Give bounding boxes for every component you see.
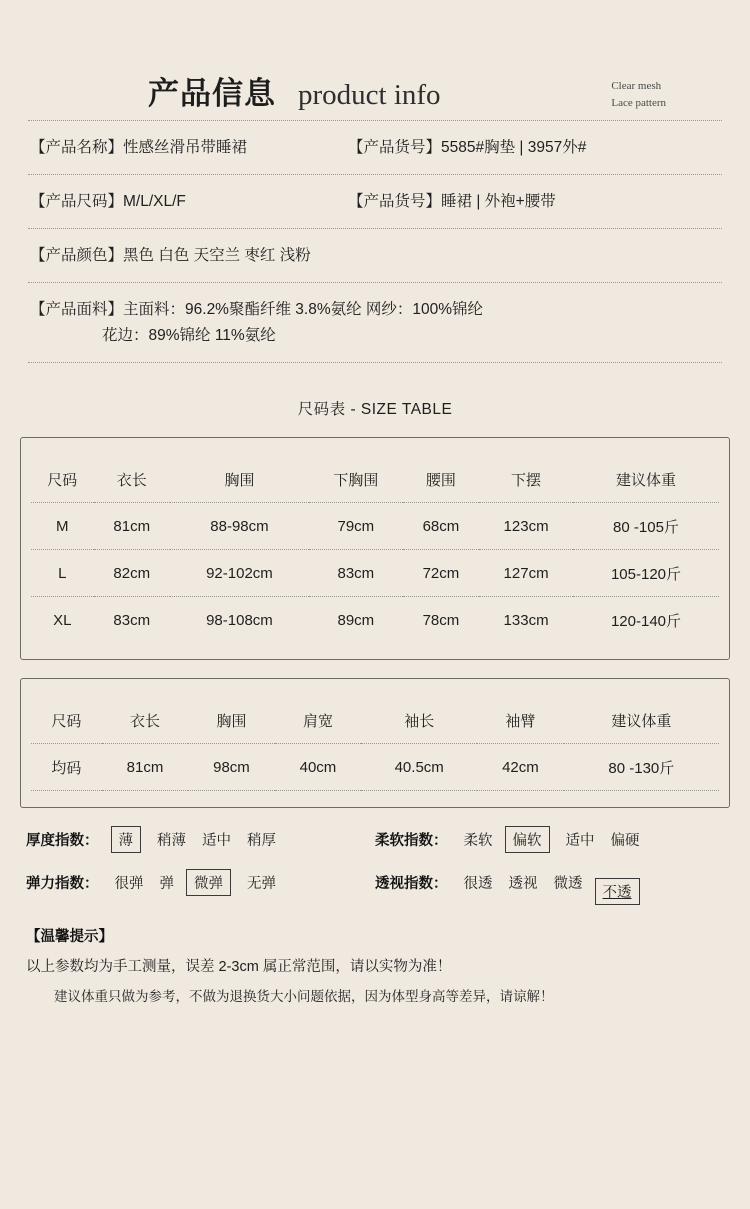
thickness-option-slightly-thin[interactable]: 稍薄 [157,833,186,849]
cell-underbust: 83cm [309,550,403,597]
table-header-row [31,456,719,503]
th-hem: 下摆 [511,472,542,489]
transparency-label: 透视指数： [375,876,448,892]
info-value-fabric-lace: 花边：89%锦纶 11%氨纶 [102,327,276,344]
softness-option-soft[interactable]: 柔软 [463,833,493,849]
info-value-fabric-main: 主面料：96.2%聚酯纤维 3.8%氨纶 网纱：100%锦纶 [123,301,484,318]
cell-size: XL [31,597,94,644]
th-bust: 胸围 [216,713,247,730]
transparency-option-slightly-sheer[interactable]: 微透 [553,876,583,892]
info-row-name-right [348,135,720,161]
transparency-index [375,869,724,901]
softness-option-fairly-soft[interactable]: 偏软 [505,826,550,853]
cell-length: 81cm [102,744,188,791]
cell-waist: 72cm [403,550,479,597]
elasticity-index [26,869,375,896]
table-row [31,503,719,550]
info-label-fabric: 【产品面料】 [30,301,124,318]
cell-size: M [31,503,94,550]
tips-title: 【温馨提示】 [26,929,113,945]
divider [28,362,722,363]
info-row-size-left [30,189,348,215]
elasticity-option-very-stretchy[interactable]: 很弹 [114,876,144,892]
page-title [148,68,441,113]
thickness-index [26,826,375,853]
cell-bust: 98-108cm [170,597,309,644]
index-line-2 [26,869,724,901]
elasticity-option-stretchy[interactable]: 弹 [159,876,174,892]
elasticity-label: 弹力指数： [26,876,99,892]
cell-sleeve-arm: 42cm [477,744,563,791]
header-note [611,78,666,112]
cell-shoulder: 40cm [275,744,361,791]
cell-hem: 133cm [479,597,573,644]
th-sleeve-length: 袖长 [404,713,435,730]
product-info-block [26,120,724,363]
th-shoulder: 肩宽 [302,713,333,730]
cell-weight: 80 -105斤 [573,503,719,550]
th-underbust: 下胸围 [333,472,379,489]
info-row-name [26,121,724,174]
thickness-option-medium[interactable]: 适中 [202,833,231,849]
tips-line-2: 建议体重只做为参考，不做为退换货大小问题依据，因为体型身高等差异，请谅解！ [54,989,554,1004]
softness-index [375,826,724,853]
table-row [31,597,719,644]
cell-length: 82cm [94,550,170,597]
info-value-item-no-2: 睡裙 | 外袍+腰带 [441,193,556,210]
cell-underbust: 89cm [309,597,403,644]
cell-weight: 80 -130斤 [564,744,719,791]
transparency-option-opaque[interactable]: 不透 [595,878,640,905]
fabric-line-1 [30,297,720,323]
info-value-size: M/L/XL/F [123,193,186,210]
cell-sleeve-length: 40.5cm [361,744,477,791]
softness-option-medium[interactable]: 适中 [565,833,595,849]
elasticity-option-no-stretch[interactable]: 无弹 [247,876,276,892]
info-label-size: 【产品尺码】 [30,193,124,210]
thickness-option-thin[interactable]: 薄 [111,826,142,853]
info-value-item-no-1: 5585#胸垫 | 3957外# [441,139,587,156]
th-size: 尺码 [47,472,78,489]
cell-weight: 105-120斤 [573,550,719,597]
th-length: 衣长 [129,713,160,730]
info-row-size-right [348,189,720,215]
th-sleeve-arm: 袖臂 [505,713,536,730]
th-waist: 腰围 [425,472,456,489]
cell-hem: 123cm [479,503,573,550]
table-row [31,550,719,597]
cell-length: 81cm [94,503,170,550]
info-label-item-no-2: 【产品货号】 [348,193,442,210]
info-row-color-left [30,243,348,269]
cell-bust: 98cm [188,744,274,791]
size-table-1 [20,437,730,660]
cell-bust: 88-98cm [170,503,309,550]
info-row-fabric [26,283,724,362]
header-note-line2: Lace pattern [611,97,666,109]
tips-section [26,922,724,1012]
info-row-name-left [30,135,348,161]
cell-underbust: 79cm [309,503,403,550]
cell-waist: 78cm [403,597,479,644]
info-row-color [26,229,724,282]
th-bust: 胸围 [224,472,255,489]
size-table-2 [20,678,730,808]
cell-size: 均码 [31,744,102,791]
size-table-title: 尺码表 - SIZE TABLE [297,401,453,418]
index-line-1 [26,826,724,853]
th-length: 衣长 [116,472,147,489]
header-note-line1: Clear mesh [611,80,662,92]
cell-hem: 127cm [479,550,573,597]
cell-weight: 120-140斤 [573,597,719,644]
info-row-size [26,175,724,228]
th-size: 尺码 [51,713,82,730]
page-header [0,0,750,120]
info-row-fabric-content [30,297,720,349]
cell-bust: 92-102cm [170,550,309,597]
table-header-row [31,697,719,744]
cell-size: L [31,550,94,597]
th-weight: 建议体重 [611,713,672,730]
info-value-color: 黑色 白色 天空兰 枣红 浅粉 [123,247,311,264]
info-value-product-name: 性感丝滑吊带睡裙 [123,139,248,156]
info-label-product-name: 【产品名称】 [30,139,124,156]
softness-label: 柔软指数： [375,833,448,849]
softness-option-fairly-hard[interactable]: 偏硬 [610,833,640,849]
thickness-option-slightly-thick[interactable]: 稍厚 [247,833,276,849]
index-section [26,826,724,901]
page-title-en: product info [298,79,441,111]
info-label-color: 【产品颜色】 [30,247,124,264]
transparency-option-very-sheer[interactable]: 很透 [463,876,493,892]
th-weight: 建议体重 [615,472,676,489]
thickness-label: 厚度指数： [26,833,99,849]
tips-line-1: 以上参数均为手工测量，误差 2-3cm 属正常范围，请以实物为准！ [26,959,452,975]
cell-waist: 68cm [403,503,479,550]
page-title-cn: 产品信息 [148,76,276,111]
elasticity-option-slight-stretch[interactable]: 微弹 [186,869,231,896]
transparency-option-sheer[interactable]: 透视 [508,876,538,892]
info-label-item-no-1: 【产品货号】 [348,139,442,156]
cell-length: 83cm [94,597,170,644]
table-row [31,744,719,791]
